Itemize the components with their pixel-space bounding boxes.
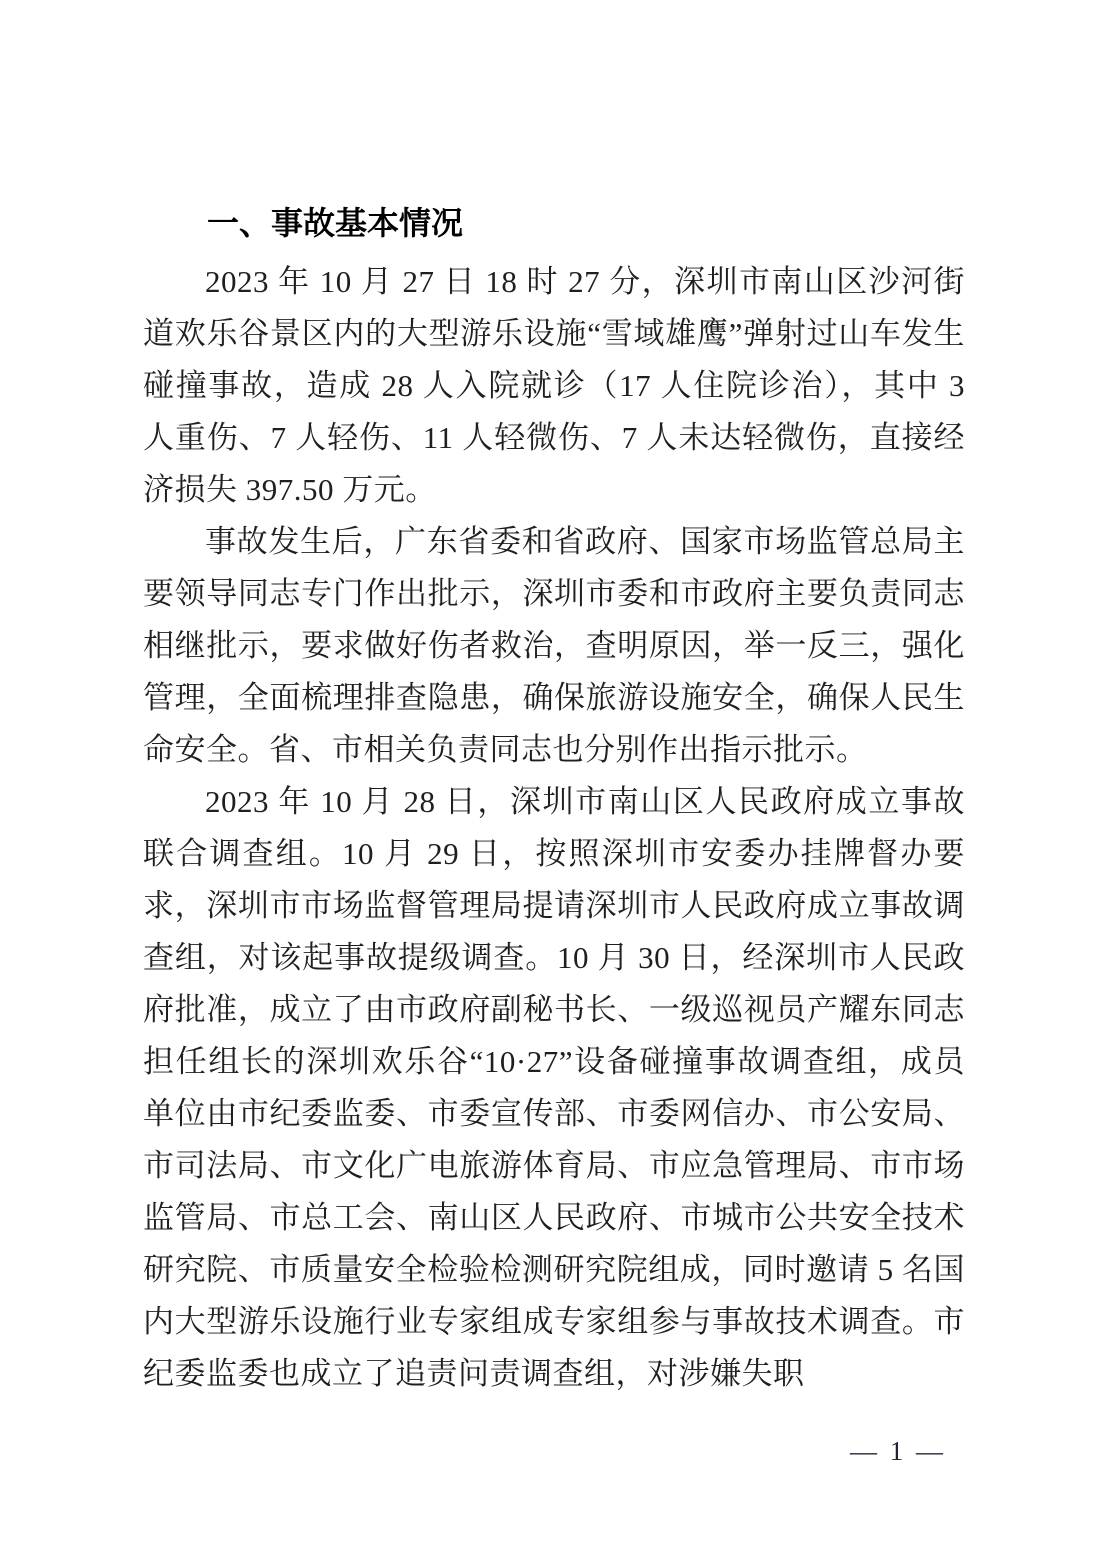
page-number: — 1 — (850, 1436, 946, 1466)
paragraph-accident-overview: 2023 年 10 月 27 日 18 时 27 分，深圳市南山区沙河街道欢乐谷景区内的大型游乐设施“雪域雄鹰”弹射过山车发生碰撞事故，造成 28 人入院就诊（17 人住院诊治），其中 3 人重伤、7 人轻伤、11 人轻微伤、7 人未达轻微伤，直接经济损失 397.50 万元。 (143, 264, 965, 507)
document-content (143, 200, 965, 1400)
section-heading: 一、事故基本情况 (207, 205, 464, 241)
paragraph-investigation-team: 2023 年 10 月 28 日，深圳市南山区人民政府成立事故联合调查组。10 月 29 日，按照深圳市安委办挂牌督办要求，深圳市市场监督管理局提请深圳市人民政府成立事故调查组，对该起事故提级调查。10 月 30 日，经深圳市人民政府批准，成立了由市政府副秘书长、一级巡视员产耀东同志担任组长的深圳欢乐谷“10·27”设备碰撞事故调查组，成员单位由市纪委监委、市委宣传部、市委网信办、市公安局、市司法局、市文化广电旅游体育局、市应急管理局、市市场监管局、市总工会、南山区人民政府、市城市公共安全技术研究院、市质量安全检验检测研究院组成，同时邀请 5 名国内大型游乐设施行业专家组成专家组参与事故技术调查。市纪委监委也成立了追责问责调查组，对涉嫌失职 (143, 784, 965, 1391)
paragraph-leadership-instructions: 事故发生后，广东省委和省政府、国家市场监管总局主要领导同志专门作出批示，深圳市委和市政府主要负责同志相继批示，要求做好伤者救治，查明原因，举一反三，强化管理，全面梳理排查隐患，确保旅游设施安全，确保人民生命安全。省、市相关负责同志也分别作出指示批示。 (143, 524, 965, 767)
